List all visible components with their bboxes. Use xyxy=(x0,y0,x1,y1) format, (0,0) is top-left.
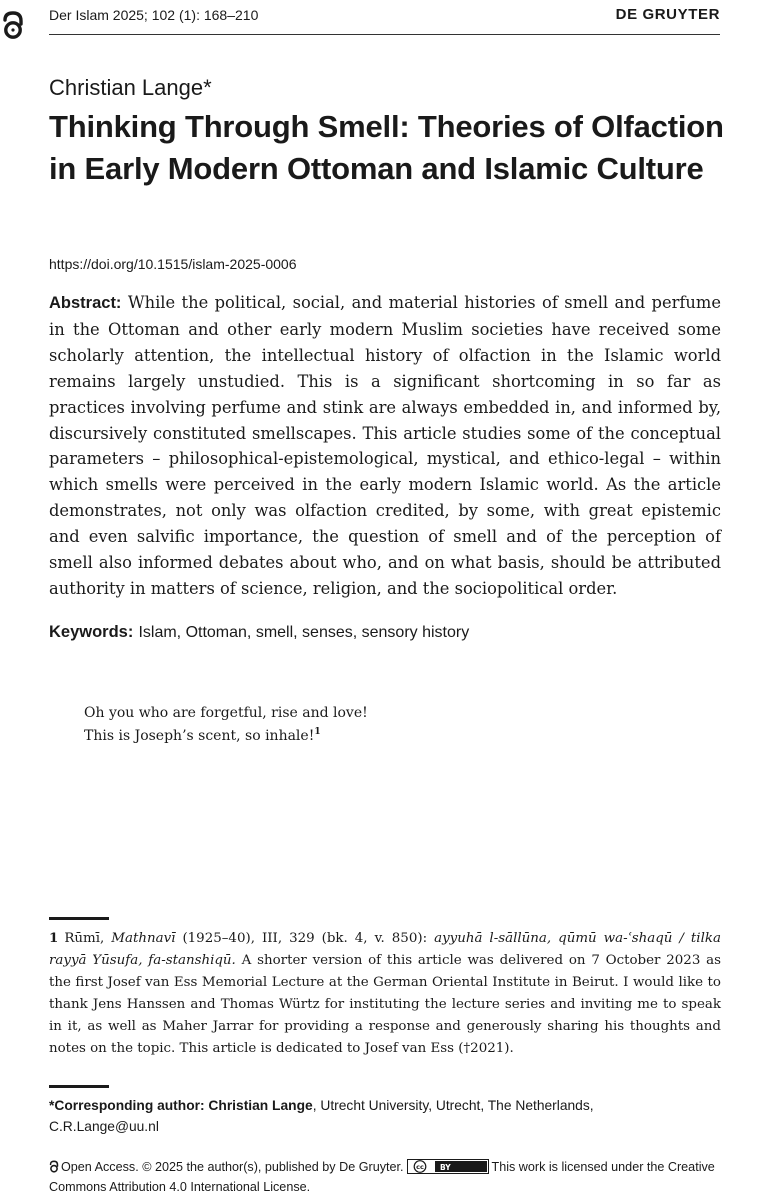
publisher-logo: DE GRUYTER xyxy=(615,6,720,23)
footnote-citation: (1925–40), III, 329 (bk. 4, v. 850): xyxy=(182,931,428,946)
footnote-divider xyxy=(49,917,109,920)
cc-badge-label: cc xyxy=(415,1163,424,1171)
footnote-note: A shorter version of this article was delivered on 7 October 2023 as the first Josef van Ess Memorial Lecture at the German Oriental Institute in Beirut. I would like to thank Jens Hanssen and Thomas Würtz for instituting the lecture series and inviting me to speak in it, as well as Maher Jarrar for providing a response and generously sharing his thoughts and notes on the topic. This article is dedicated to Josef van Ess (†2021). xyxy=(49,953,721,1056)
footnote-transliteration: ayyuhā l-sāllūna, qūmū wa-ʿshaqū / tilka rayyā Yūsufa, fa-stanshiqū. xyxy=(49,931,721,968)
abstract xyxy=(49,290,721,602)
open-access-icon xyxy=(49,1160,59,1173)
article-title: Thinking Through Smell: Theories of Olfaction in Early Modern Ottoman and Islamic Culture xyxy=(49,109,724,186)
license-text: This work is licensed under the Creative Commons Attribution 4.0 International License. xyxy=(49,1160,715,1194)
corresponding-label: *Corresponding author: Christian Lange xyxy=(49,1098,313,1113)
footnote-work: Mathnavī xyxy=(111,931,176,946)
journal-citation: Der Islam 2025; 102 (1): 168–210 xyxy=(49,7,259,23)
footnote-author: Rūmī, xyxy=(64,931,105,946)
by-badge-label: BY xyxy=(439,1163,451,1172)
footnote-1 xyxy=(49,927,721,1060)
article-author: Christian Lange* xyxy=(49,75,212,100)
header-divider xyxy=(49,34,720,35)
license-statement xyxy=(49,1157,721,1197)
abstract-label: Abstract: xyxy=(49,294,122,312)
doi-link[interactable]: https://doi.org/10.1515/islam-2025-0006 xyxy=(49,256,297,272)
keywords-values: Islam, Ottoman, smell, senses, sensory history xyxy=(138,624,470,641)
abstract-text: While the political, social, and material histories of smell and perfume in the Ottoman and other early modern Muslim societies have received some scholarly attention, the intellectual history of olfaction in the Islamic world remains largely unstudied. This is a significant shortcoming in so far as practices involving perfume and stink are always embedded in, and informed by, discursively constituted smellscapes. This article studies some of the conceptual parameters – philosophical-epistemological, mystical, and ethico-legal – within which smells were perceived in the early modern Islamic world. As the article demonstrates, not only was olfaction credited, by some, with great epistemic and even salvific importance, the question of smell and of the perception of smell also informed debates about who, and on what basis, should be attributed authority in matters of science, religion, and the sociopolitical order. xyxy=(49,293,721,598)
footnote-number: 1 xyxy=(49,930,59,946)
open-access-icon xyxy=(2,10,24,40)
keywords-label: Keywords: xyxy=(49,623,134,641)
open-access-text: Open Access. © 2025 the author(s), published by De Gruyter. xyxy=(61,1160,404,1174)
epigraph-line-2: This is Joseph’s scent, so inhale!$^1$ xyxy=(84,727,321,744)
corresponding-email[interactable]: C.R.Lange@uu.nl xyxy=(49,1119,159,1134)
epigraph xyxy=(84,702,368,748)
keywords xyxy=(49,622,469,642)
corresponding-author xyxy=(49,1095,721,1137)
cc-by-license-icon[interactable] xyxy=(407,1159,489,1174)
footnote-reference[interactable]: 1 xyxy=(314,727,321,737)
epigraph-line-1: Oh you who are forgetful, rise and love! xyxy=(84,705,368,721)
corresponding-divider xyxy=(49,1085,109,1088)
corresponding-affiliation: , Utrecht University, Utrecht, The Netherlands, xyxy=(312,1098,594,1113)
